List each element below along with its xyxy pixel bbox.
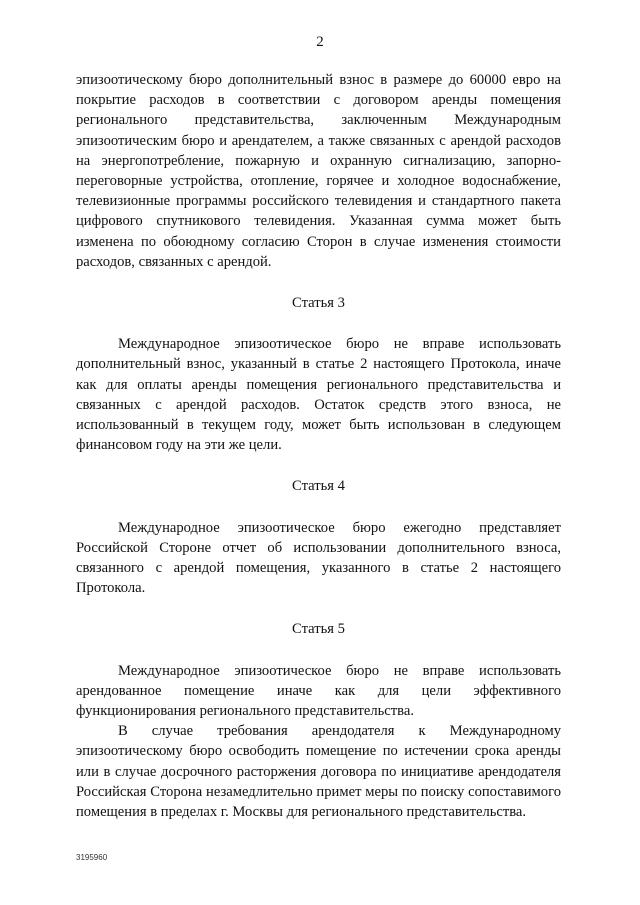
article-3-paragraph: Международное эпизоотическое бюро не вправе использовать дополнительный взнос, указанный в статье 2 настоящего Протокола, иначе как для оплаты аренды помещения регионального представительства и связанных с арендой расходов. Остаток средств этого взноса, не использованный в текущем году, может быть использован в следующем финансовом году на эти же цели. [76, 336, 561, 454]
article-4-paragraph: Международное эпизоотическое бюро ежегодно представляет Российской Стороне отчет об использовании дополнительного взноса, связанного с арендой помещения, указанного в статье 2 настоящего Протокола. [76, 519, 561, 597]
article-5-heading: Статья 5 [292, 621, 345, 638]
document-code: 3195960 [76, 853, 108, 862]
page-number: 2 [316, 34, 324, 50]
article-5-paragraph-2: В случае требования арендодателя к Международному эпизоотическому бюро освободить помещение по истечении срока аренды или в случае досрочного расторжения договора по инициативе арендодателя Российская Сторона незамедлительно примет меры по поиску сопоставимого помещения в пределах г. Москвы для регионального представительства. [76, 723, 561, 821]
continuation-paragraph: эпизоотическому бюро дополнительный взнос в размере до 60000 евро на покрытие расходов в соответствии с договором аренды помещения регионального представительства, заключенным Международным эпизоотическим бюро и арендателем, а также связанных с арендой расходов на энергопотребление, пожарную и охранную сигнализацию, запорно-переговорные устройства, отопление, горячее и холодное водоснабжение, телевизионные программы российского телевидения и стандартного пакета цифрового спутникового телевидения. Указанная сумма может быть изменена по обоюдному согласию Сторон в случае изменения стоимости расходов, связанных с арендой. [76, 72, 561, 270]
article-5-paragraph-1: Международное эпизоотическое бюро не вправе использовать арендованное помещение иначе как для цели эффективного функционирования регионального представительства. [76, 662, 561, 720]
article-3-heading: Статья 3 [292, 295, 345, 312]
article-4-heading: Статья 4 [292, 478, 345, 495]
document-body [76, 70, 561, 822]
